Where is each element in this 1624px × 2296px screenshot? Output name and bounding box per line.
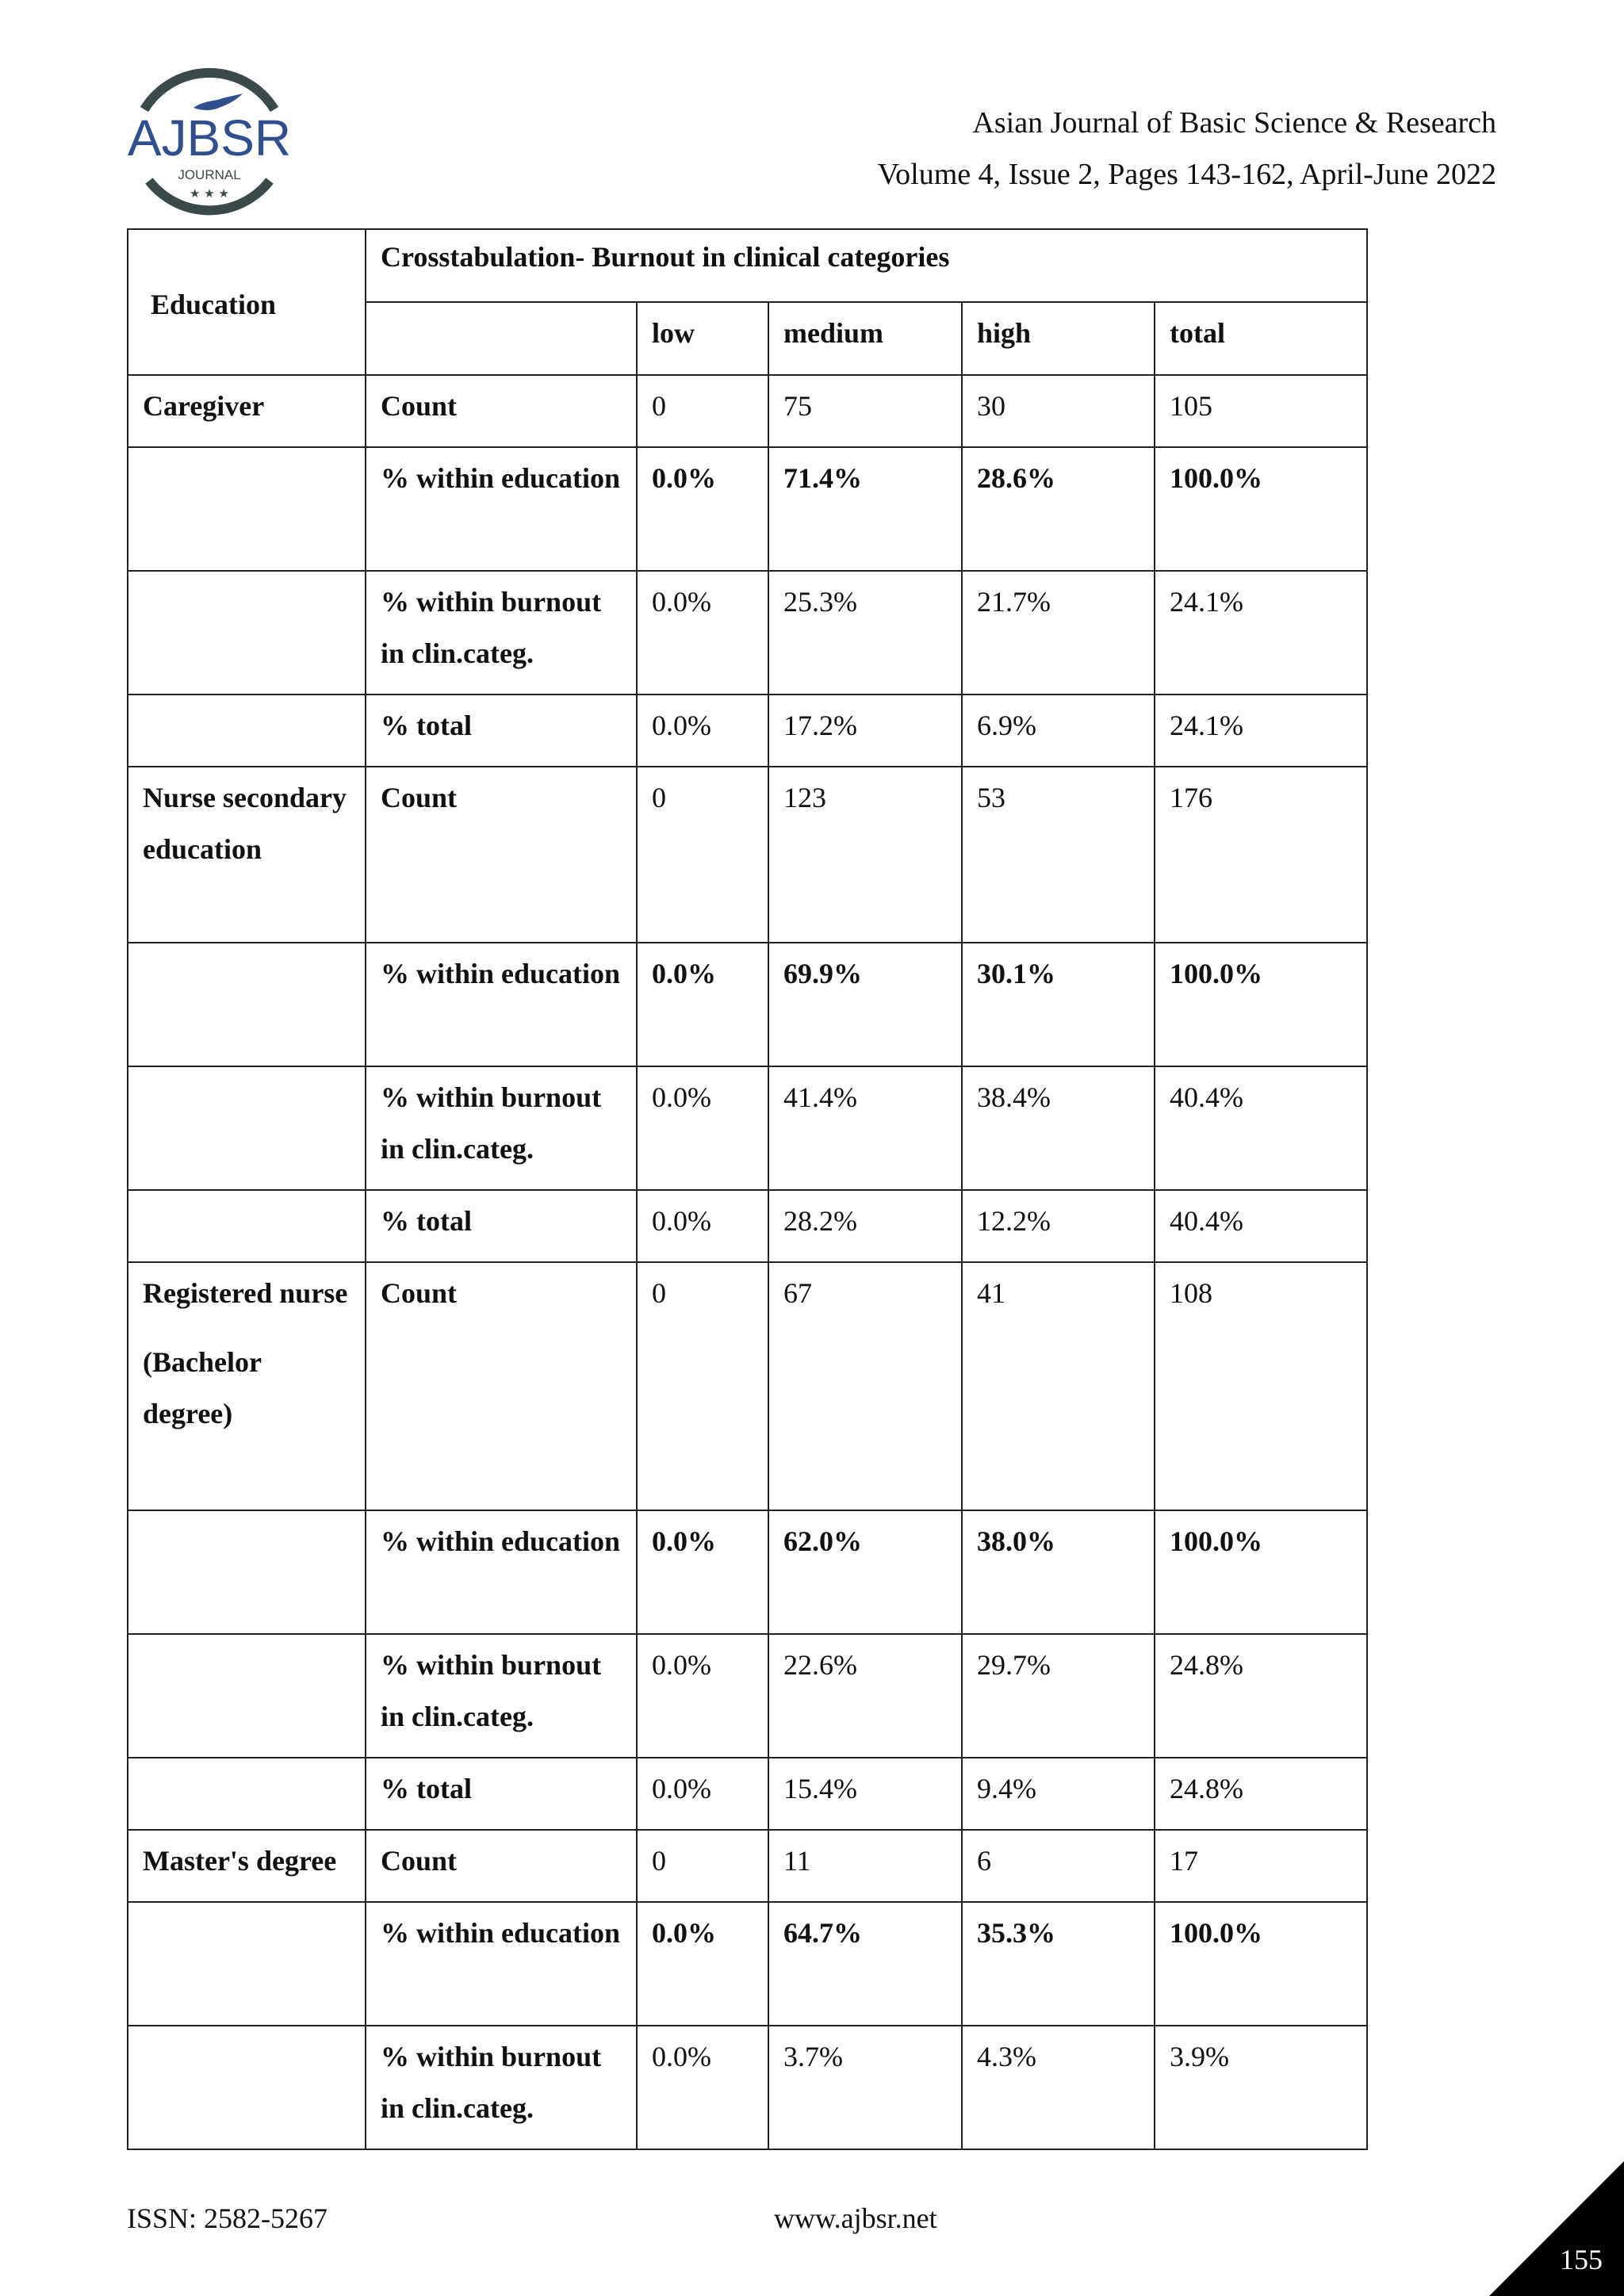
group-label-empty — [128, 943, 366, 1066]
group-label-registered-nurse — [128, 1262, 366, 1510]
group-label-empty — [128, 447, 366, 571]
row-label: Count — [366, 1262, 637, 1510]
footer-issn: ISSN: 2582-5267 — [127, 2202, 328, 2234]
footer-website: www.ajbsr.net — [774, 2202, 937, 2234]
cell-medium: 41.4% — [768, 1066, 962, 1190]
cell-high: 41 — [962, 1262, 1155, 1510]
cell-low: 0.0% — [637, 1066, 768, 1190]
journal-name: Asian Journal of Basic Science & Research — [972, 106, 1496, 140]
cell-total: 24.8% — [1155, 1758, 1367, 1830]
cell-low: 0.0% — [637, 1634, 768, 1758]
cell-low: 0.0% — [637, 571, 768, 695]
cell-high: 9.4% — [962, 1758, 1155, 1830]
row-label: % within burnout in clin.categ. — [366, 1634, 637, 1758]
cell-medium: 22.6% — [768, 1634, 962, 1758]
cell-low: 0.0% — [637, 2026, 768, 2149]
cell-high: 35.3% — [962, 1902, 1155, 2026]
cell-total: 3.9% — [1155, 2026, 1367, 2149]
cell-low: 0.0% — [637, 1902, 768, 2026]
row-label: % total — [366, 1190, 637, 1262]
col-header-high: high — [962, 302, 1155, 375]
cell-total: 176 — [1155, 767, 1367, 943]
logo-subtext: JOURNAL — [178, 167, 241, 182]
group-label-caregiver: Caregiver — [128, 375, 366, 447]
cell-high: 30 — [962, 375, 1155, 447]
group-label-empty — [128, 571, 366, 695]
cell-medium: 67 — [768, 1262, 962, 1510]
row-label: Count — [366, 767, 637, 943]
cell-low: 0.0% — [637, 1510, 768, 1634]
cell-high: 30.1% — [962, 943, 1155, 1066]
group-label-empty — [128, 695, 366, 767]
cell-low: 0.0% — [637, 1190, 768, 1262]
cell-total: 100.0% — [1155, 943, 1367, 1066]
group-label-nurse-secondary: Nurse secondary education — [128, 767, 366, 943]
cell-high: 38.0% — [962, 1510, 1155, 1634]
cell-total: 24.1% — [1155, 695, 1367, 767]
row-label: % within education — [366, 943, 637, 1066]
group-label-empty — [128, 1066, 366, 1190]
cell-total: 105 — [1155, 375, 1367, 447]
row-label: % within burnout in clin.categ. — [366, 2026, 637, 2149]
logo-text: AJBSR — [127, 109, 292, 166]
cell-medium: 123 — [768, 767, 962, 943]
cell-high: 53 — [962, 767, 1155, 943]
logo-stars: ★ ★ ★ — [190, 186, 229, 201]
cell-high: 4.3% — [962, 2026, 1155, 2149]
cell-medium: 11 — [768, 1830, 962, 1902]
journal-volume: Volume 4, Issue 2, Pages 143-162, April-June 2022 — [877, 158, 1496, 191]
row-label: Count — [366, 1830, 637, 1902]
cell-total: 100.0% — [1155, 1510, 1367, 1634]
cell-total: 40.4% — [1155, 1066, 1367, 1190]
cell-medium: 15.4% — [768, 1758, 962, 1830]
blank-header-cell — [366, 302, 637, 375]
cell-low: 0.0% — [637, 447, 768, 571]
cell-total: 24.1% — [1155, 571, 1367, 695]
group-label-empty — [128, 1510, 366, 1634]
col-header-total: total — [1155, 302, 1367, 375]
col-header-low: low — [637, 302, 768, 375]
cell-medium: 64.7% — [768, 1902, 962, 2026]
cell-total: 24.8% — [1155, 1634, 1367, 1758]
cell-high: 29.7% — [962, 1634, 1155, 1758]
cell-low: 0.0% — [637, 943, 768, 1066]
cell-low: 0 — [637, 1830, 768, 1902]
cell-high: 6.9% — [962, 695, 1155, 767]
row-label: % within education — [366, 1902, 637, 2026]
group-label-empty — [128, 1902, 366, 2026]
row-label: Count — [366, 375, 637, 447]
cell-high: 12.2% — [962, 1190, 1155, 1262]
cell-low: 0.0% — [637, 1758, 768, 1830]
group-label-empty — [128, 1190, 366, 1262]
education-header: Education — [128, 229, 366, 375]
table-title: Crosstabulation- Burnout in clinical categories — [366, 229, 1367, 302]
cell-medium: 17.2% — [768, 695, 962, 767]
cell-low: 0 — [637, 1262, 768, 1510]
cell-medium: 71.4% — [768, 447, 962, 571]
cell-medium: 75 — [768, 375, 962, 447]
cell-total: 108 — [1155, 1262, 1367, 1510]
cell-medium: 69.9% — [768, 943, 962, 1066]
cell-total: 100.0% — [1155, 447, 1367, 571]
cell-low: 0 — [637, 375, 768, 447]
cell-high: 38.4% — [962, 1066, 1155, 1190]
cell-high: 28.6% — [962, 447, 1155, 571]
row-label: % within burnout in clin.categ. — [366, 1066, 637, 1190]
cell-total: 17 — [1155, 1830, 1367, 1902]
group-label-empty — [128, 1758, 366, 1830]
group-label-empty — [128, 2026, 366, 2149]
col-header-medium: medium — [768, 302, 962, 375]
cell-medium: 3.7% — [768, 2026, 962, 2149]
group-label-empty — [128, 1634, 366, 1758]
cell-total: 100.0% — [1155, 1902, 1367, 2026]
cell-high: 6 — [962, 1830, 1155, 1902]
row-label: % total — [366, 695, 637, 767]
row-label: % total — [366, 1758, 637, 1830]
page-number: 155 — [1560, 2244, 1603, 2275]
cell-medium: 28.2% — [768, 1190, 962, 1262]
group-label-extra: (Bachelor degree) — [143, 1346, 262, 1429]
cell-medium: 62.0% — [768, 1510, 962, 1634]
row-label: % within education — [366, 1510, 637, 1634]
bird-icon — [193, 94, 243, 110]
cell-high: 21.7% — [962, 571, 1155, 695]
row-label: % within education — [366, 447, 637, 571]
cell-low: 0 — [637, 767, 768, 943]
row-label: % within burnout in clin.categ. — [366, 571, 637, 695]
page-corner — [1489, 2161, 1624, 2296]
ajbsr-logo — [117, 62, 301, 220]
group-label-main: Registered nurse — [143, 1277, 348, 1309]
cell-medium: 25.3% — [768, 571, 962, 695]
group-label-masters: Master's degree — [128, 1830, 366, 1902]
cell-low: 0.0% — [637, 695, 768, 767]
cell-total: 40.4% — [1155, 1190, 1367, 1262]
crosstab-table — [127, 228, 1368, 2150]
